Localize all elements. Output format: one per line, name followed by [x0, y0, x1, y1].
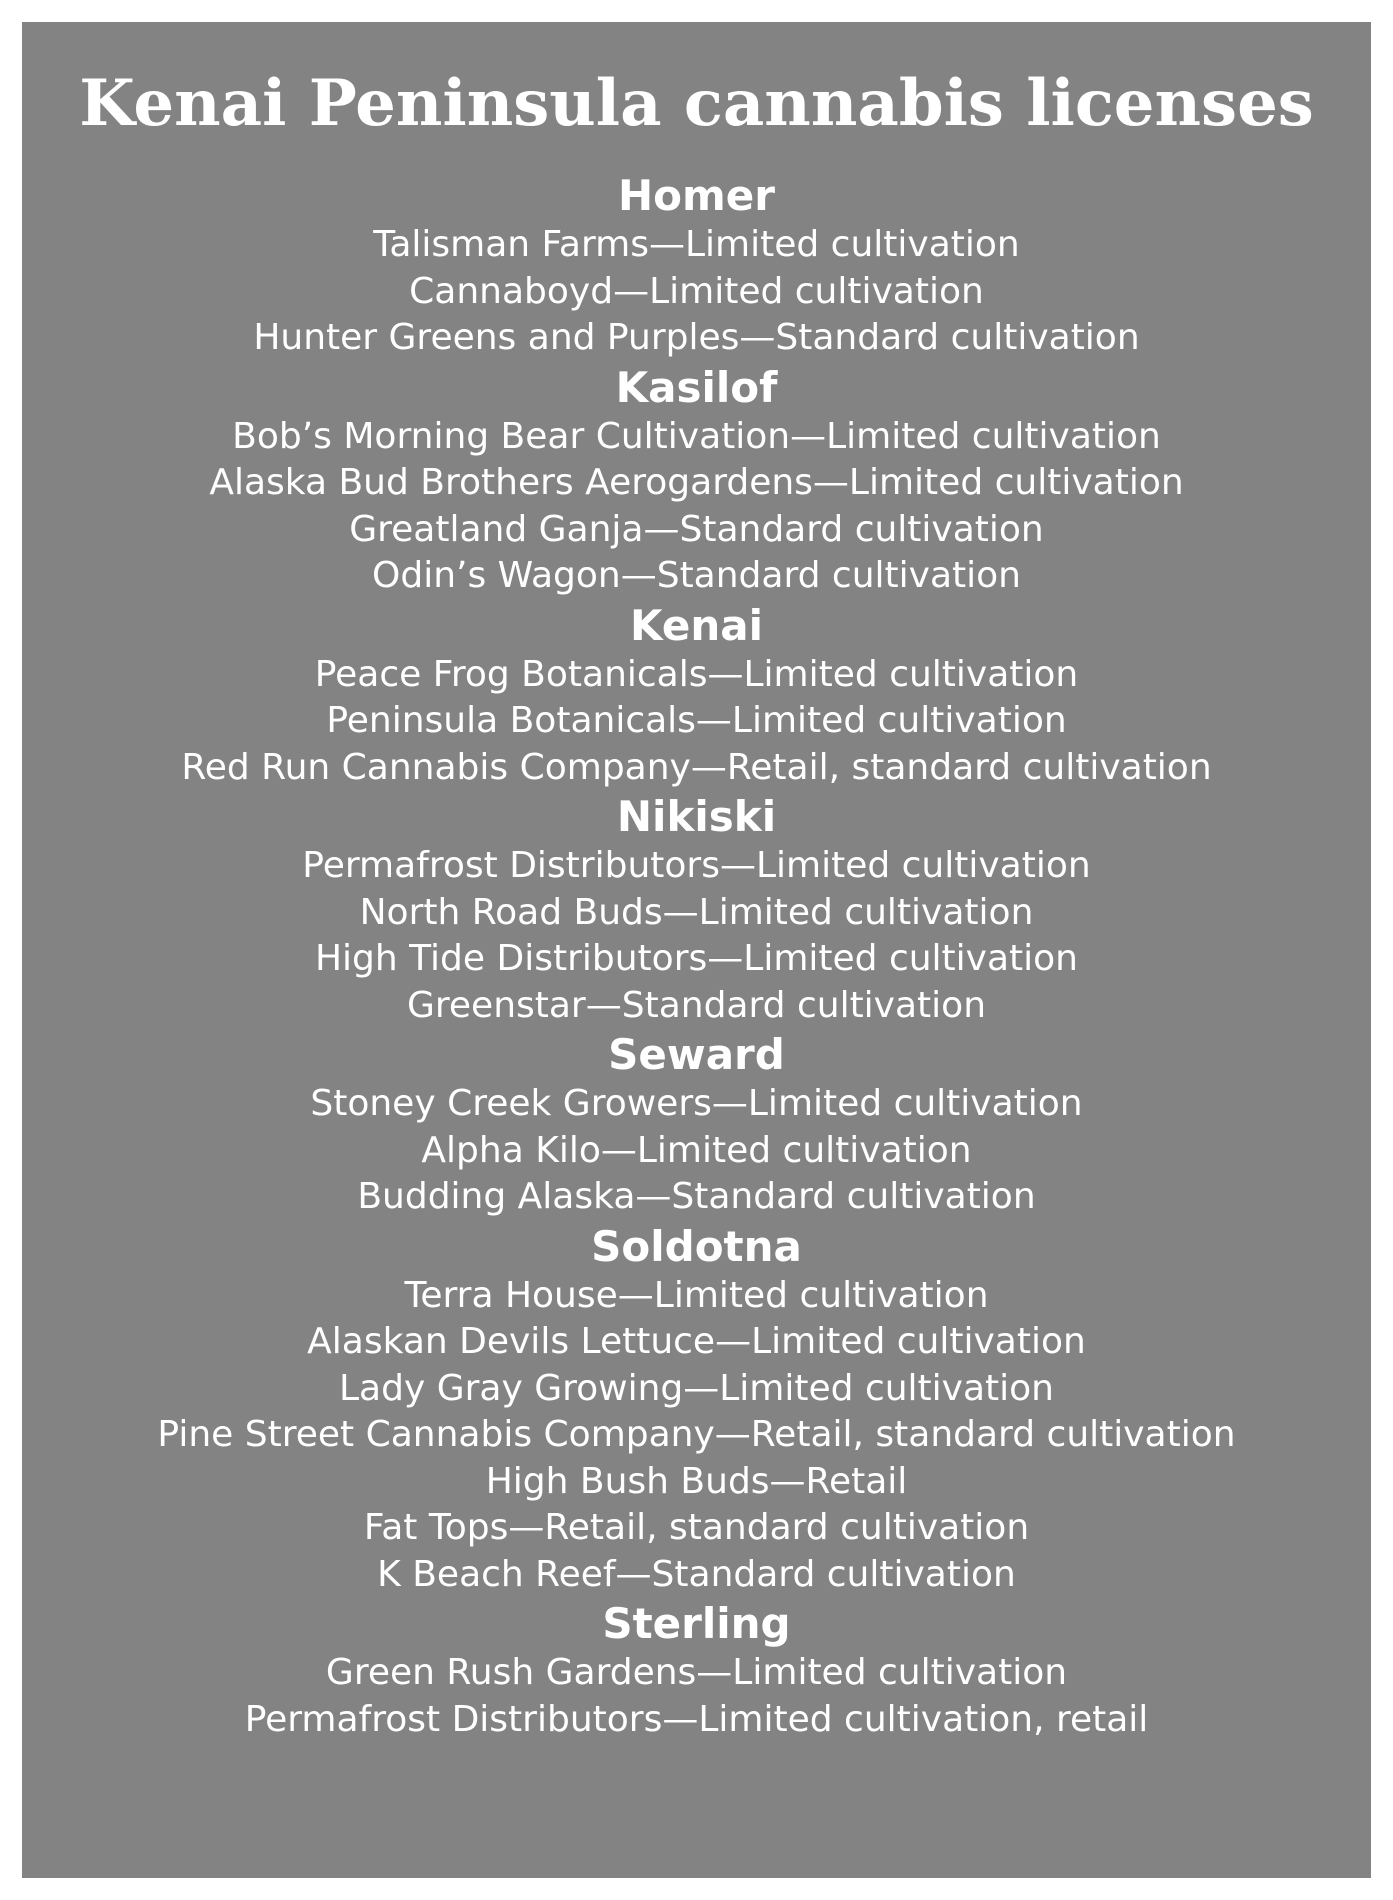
section-soldotna [22, 1221, 1371, 1599]
town-heading: Soldotna [591, 1221, 802, 1271]
license-entry: Peace Frog Botanicals—Limited cultivation [314, 653, 1079, 695]
license-entry: Talisman Farms—Limited cultivation [373, 224, 1020, 265]
town-heading: Kenai [630, 600, 763, 650]
license-entry: Budding Alaska—Standard cultivation [357, 1176, 1036, 1217]
section-kenai [22, 600, 1371, 792]
town-heading: Kasilof [615, 362, 778, 412]
section-kasilof [22, 362, 1371, 600]
page-title: Kenai Peninsula cannabis licenses [79, 66, 1314, 141]
license-entry: Fat Tops—Retail, standard cultivation [363, 1507, 1030, 1548]
license-entry: Terra House—Limited cultivation [404, 1274, 989, 1316]
license-entry: Lady Gray Growing—Limited cultivation [338, 1367, 1054, 1409]
section-sterling [22, 1598, 1371, 1743]
license-entry: Cannaboyd—Limited cultivation [409, 270, 984, 312]
license-entry: High Tide Distributors—Limited cultivation [314, 938, 1078, 979]
section-seward [22, 1029, 1371, 1221]
license-entry: Odin’s Wagon—Standard cultivation [372, 555, 1021, 596]
license-entry: K Beach Reef—Standard cultivation [377, 1553, 1016, 1595]
town-heading: Nikiski [616, 792, 777, 841]
town-heading: Seward [608, 1030, 785, 1079]
town-heading: Homer [618, 171, 775, 220]
section-nikiski [22, 791, 1371, 1029]
license-entry: Greenstar—Standard cultivation [406, 984, 987, 1026]
license-panel [22, 22, 1371, 1878]
license-entry: Bob’s Morning Bear Cultivation—Limited cultivation [232, 415, 1161, 457]
license-entry: Peninsula Botanicals—Limited cultivation [326, 700, 1067, 741]
license-entry: Pine Street Cannabis Company—Retail, standard cultivation [157, 1414, 1236, 1455]
license-entry: Hunter Greens and Purples—Standard cultivation [253, 317, 1140, 358]
license-entry: Alpha Kilo—Limited cultivation [421, 1129, 972, 1171]
license-list [22, 170, 1371, 1743]
license-entry: Alaskan Devils Lettuce—Limited cultivation [307, 1321, 1086, 1362]
section-homer [22, 170, 1371, 362]
license-entry: North Road Buds—Limited cultivation [359, 891, 1034, 933]
license-entry: Alaska Bud Brothers Aerogardens—Limited cultivation [209, 462, 1184, 503]
license-entry: Stoney Creek Growers—Limited cultivation [310, 1083, 1083, 1124]
license-entry: Permafrost Distributors—Limited cultivation, retail [244, 1698, 1149, 1740]
license-entry: Permafrost Distributors—Limited cultivation [302, 845, 1091, 886]
license-entry: Greatland Ganja—Standard cultivation [349, 508, 1044, 550]
license-entry: Green Rush Gardens—Limited cultivation [325, 1652, 1068, 1693]
license-entry: Red Run Cannabis Company—Retail, standard cultivation [181, 746, 1212, 788]
town-heading: Sterling [602, 1599, 791, 1648]
license-entry: High Bush Buds—Retail [485, 1460, 908, 1502]
